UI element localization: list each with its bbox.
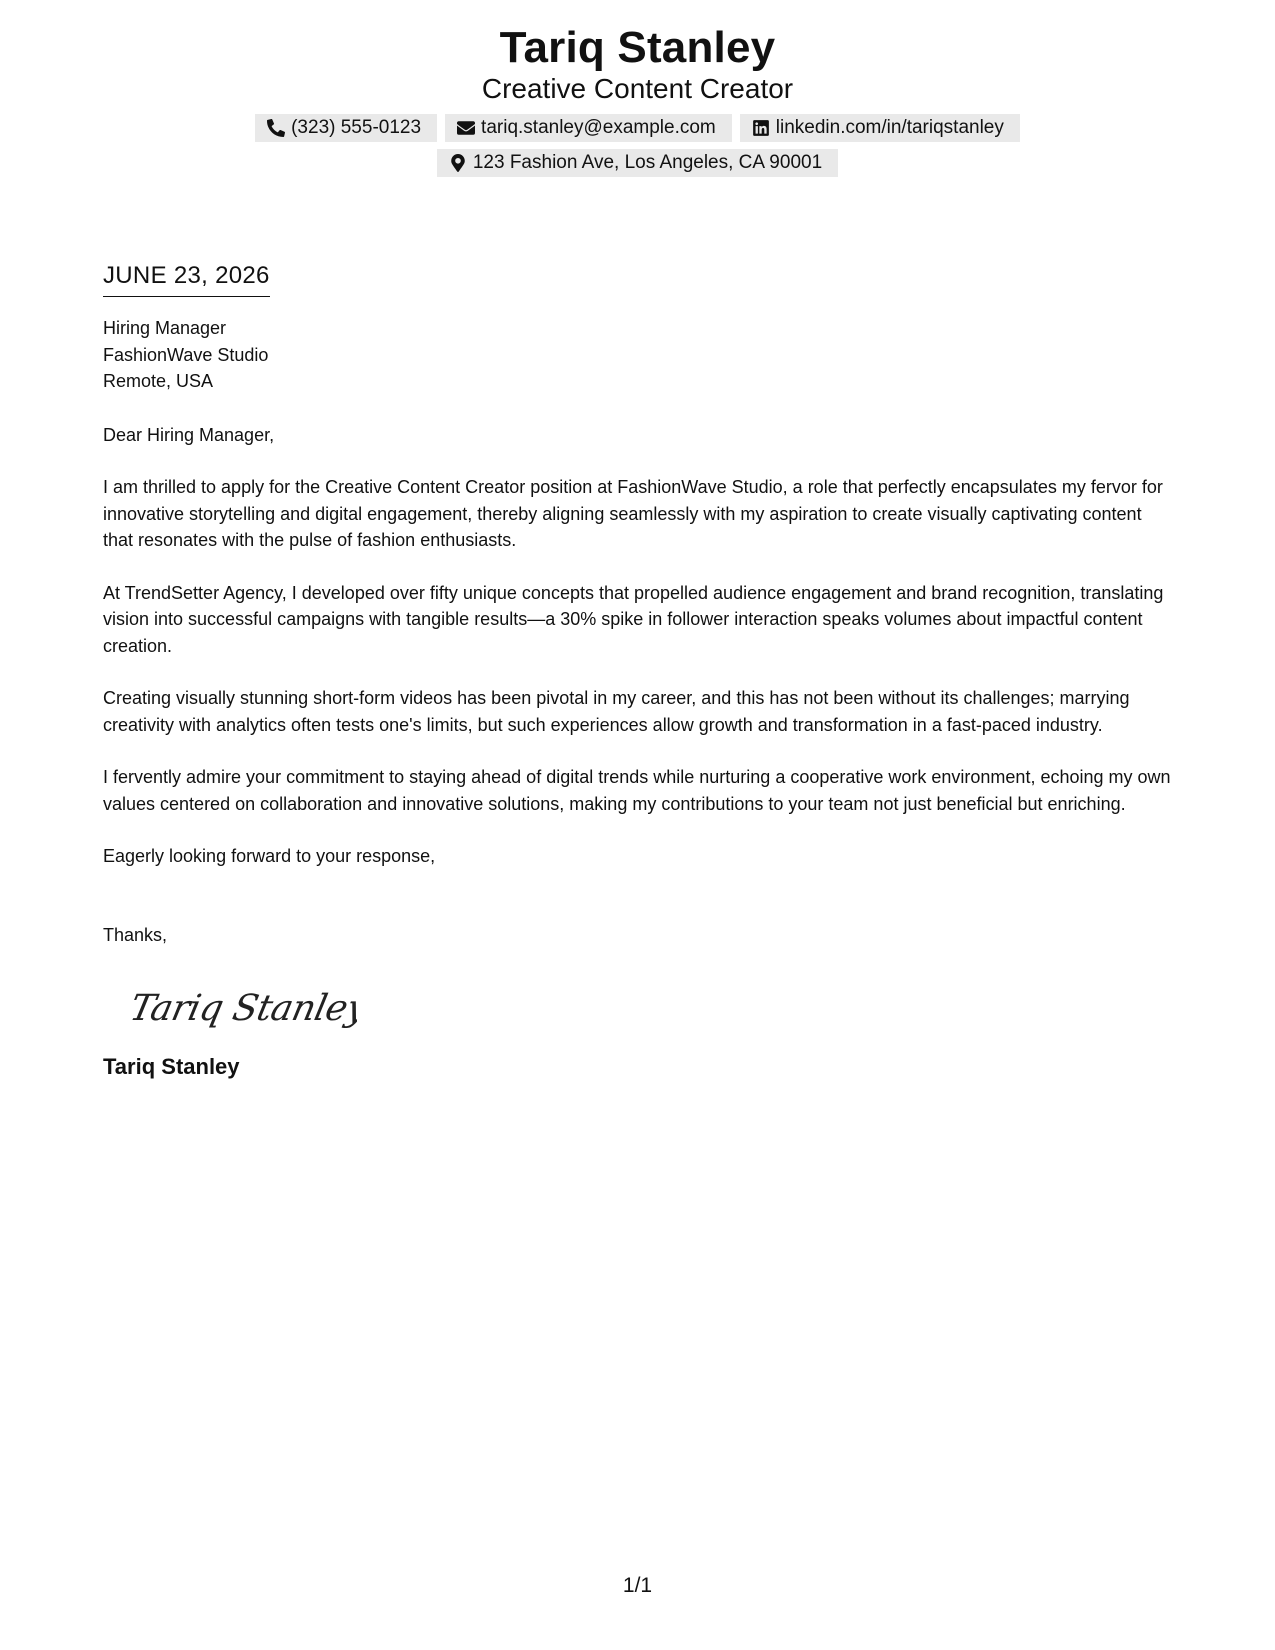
envelope-icon (457, 119, 475, 137)
phone-text: (323) 555-0123 (291, 117, 422, 138)
address-row (0, 149, 1275, 177)
salutation: Dear Hiring Manager, (103, 424, 275, 445)
map-marker-icon (449, 154, 467, 172)
body-paragraph: I am thrilled to apply for the Creative Content Creator position at FashionWave Studio, a role that perfectly encapsulates my fervor for innovative storytelling and digital engagement, thereby aligning seamlessly with my aspiration to create visually captivating content that resonates with the pulse of fashion enthusiasts. (103, 477, 1163, 550)
letter-body (103, 260, 1173, 1082)
body-paragraph: Creating visually stunning short-form videos has been pivotal in my career, and this has not been without its challenges; marrying creativity with analytics often tests one's limits, but such experiences allow growth and transformation in a fast-paced industry. (103, 688, 1130, 735)
recipient-location: Remote, USA (103, 371, 214, 391)
linkedin-icon (752, 119, 770, 137)
body-paragraph: I fervently admire your commitment to staying ahead of digital trends while nurturing a cooperative work environment, echoing my own values centered on collaboration and innovative solutions, making my contributions to your team not just beneficial but enriching. (103, 767, 1171, 814)
page-number: 1/1 (622, 1574, 653, 1597)
contact-row (0, 114, 1275, 142)
body-paragraph: At TrendSetter Agency, I developed over fifty unique concepts that propelled audience engagement and brand recognition, translating vision into successful campaigns with tangible results—a 30% spike in follower interaction speaks volumes about impactful content creation. (103, 582, 1164, 656)
recipient-title: Hiring Manager (103, 318, 227, 338)
recipient-block (103, 315, 1173, 395)
handwritten-signature (127, 978, 357, 1038)
phone-icon (267, 119, 285, 137)
applicant-job-title: Creative Content Creator (481, 73, 794, 104)
linkedin-text: linkedin.com/in/tariqstanley (775, 117, 1004, 138)
address-text: 123 Fashion Ave, Los Angeles, CA 90001 (472, 152, 823, 173)
signer-name: Tariq Stanley (103, 1054, 240, 1079)
phone-contact (255, 114, 437, 142)
email-text: tariq.stanley@example.com (481, 117, 716, 138)
closing-line: Eagerly looking forward to your response, (103, 846, 436, 866)
sign-off: Thanks, (103, 924, 168, 945)
linkedin-contact (740, 114, 1020, 142)
signature-glyphs: Tariq Stanley (127, 986, 357, 1029)
letter-date: JUNE 23, 2026 (103, 260, 270, 297)
address-contact (437, 149, 838, 177)
email-contact (445, 114, 732, 142)
applicant-name: Tariq Stanley (499, 23, 776, 72)
letter-header (0, 22, 1275, 177)
signature-image (127, 978, 357, 1038)
recipient-company: FashionWave Studio (103, 344, 269, 365)
